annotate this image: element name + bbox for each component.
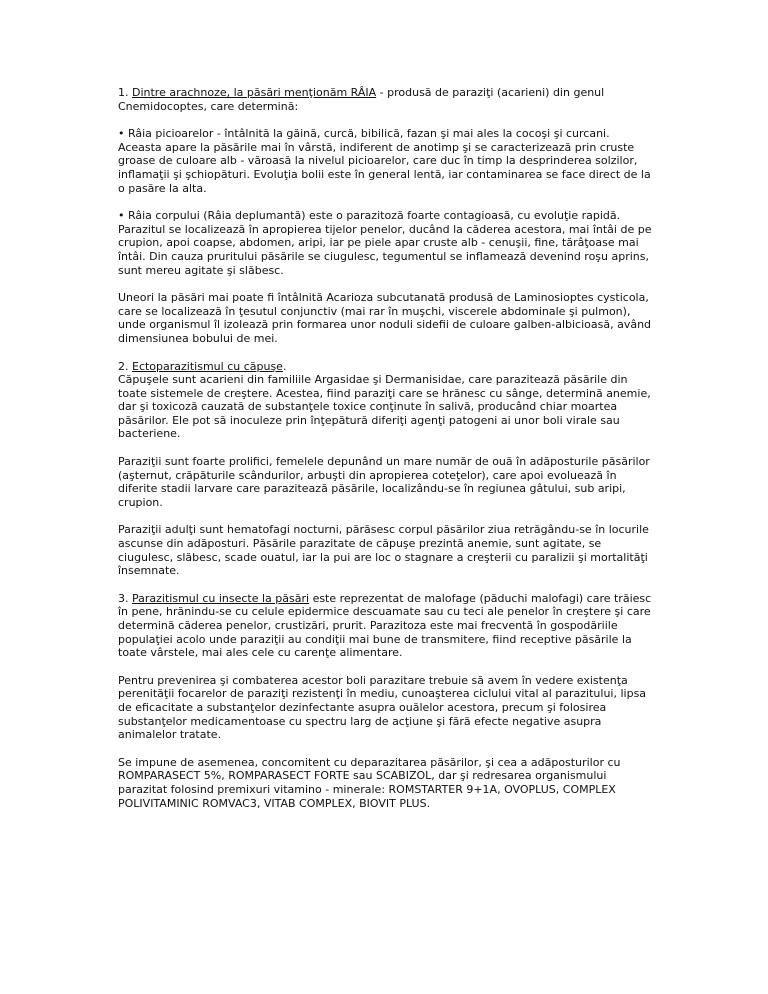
section-2-heading-dot: . [282,359,287,373]
paragraph-paraziti-adulti: Paraziţii adulţi sunt hematofagi nocturni, părăsesc corpul păsărilor ziua retrăgându-se în locurile ascunse din adăposturi. Păsările parazitate de căpuşe prezintă anemie, sunt agitate, se ciugulesc, slăbesc, scade ouatul, iar la pui are loc o stagnare a creşterii cu paralizii şi mortalităţi însemnate. [118,523,649,578]
paragraph-raia-picioarelor: • Râia picioarelor - întâlnită la găină, curcă, bibilică, fazan şi mai ales la cocoşi şi curcani. Aceasta apare la păsările mai în vârstă, indiferent de anotimp şi se caracterizează prin cruste groase de culoare alb - văroasă la nivelul picioarelor, care duc în timp la desprinderea solzilor, inflamaţii şi şchiopături. Evoluţia bolii este în general lentă, iar contaminarea se face direct de la o pasăre la alta. [118,127,651,195]
paragraph-section-3 [118,592,654,660]
section-number: 2. [118,359,129,373]
section-2-heading-link[interactable]: Ectoparazitismul cu căpuşe [132,359,283,373]
paragraph-acarioza-subcutanata: Uneori la păsări mai poate fi întâlnită Acarioza subcutanată produsă de Laminosioptes cysticola, care se localizează în ţesutul conjunctiv (mai rar în muşchi, viscerele abdominale şi pulmon), unde organismul îl izolează prin formarea unor noduli sidefii de culoare galben-albicioasă, având dimensiunea bobului de mei. [118,291,652,345]
section-1-heading-link[interactable]: Dintre arachnoze, la păsări menţionăm RÂIA [132,86,377,99]
section-1-intro-text: - produsă de paraziţi (acarieni) din genul Cnemidocoptes, care determină: [118,86,605,113]
paragraph-section-1-intro [118,86,654,113]
paragraph-prevenire: Pentru prevenirea şi combaterea acestor boli parazitare trebuie să avem în vedere existenţa perenităţii focarelor de paraziţi rezistenţi în mediu, cunoaşterea ciclului vital al parazitului, lipsa de eficacitate a substanţelor dezinfectante asupra ouălelor acestora, precum şi folosirea substanţelor medicamentoase cu spectru larg de acţiune şi fără efecte negative asupra animalelor tratate. [118,673,647,742]
paragraph-paraziti-prolifici: Paraziţii sunt foarte prolifici, femelele depunând un mare număr de ouă în adăposturile păsărilor (aşternut, crăpăturile scândurilor, arbuşti din apropierea coteţelor), care apoi evoluează în diferite stadii larvare care parazitează păsările, localizându-se în regiunea gâtului, sub aripi, crupion. [118,455,650,509]
paragraph-section-2-intro [118,360,654,442]
section-3-heading-link[interactable]: Parazitismul cu insecte la păsări [132,591,310,605]
section-3-text: este reprezentat de malofage (păduchi malofagi) care trăiesc în pene, hrănindu-se cu celule epidermice descuamate sau cu teci ale penelor în creştere şi care determină căderea penelor, crustizări, prurit. Parazitoza este mai frecventă în gospodăriile populaţiei acolo unde paraziţii au condiţii mai bune de transmitere, fiind receptive păsările la toate vârstele, mai ales cele cu carenţe alimentare. [118,591,652,660]
paragraph-raia-corpului: • Râia corpului (Râia deplumantă) este o parazitoză foarte contagioasă, cu evoluţie rapidă. Parazitul se localizează în apropierea tijelor penelor, ducând la căderea acestora, mai întâi de pe crupion, apoi coapse, abdomen, aripi, iar pe piele apar cruste alb - cenuşii, fine, tărâţoase mai întâi. Din cauza pruritului păsările se ciugulesc, tegumentul se inflamează devenind roşu aprins, sunt mereu agitate şi slăbesc. [118,209,652,277]
section-2-intro-text: Căpuşele sunt acarieni din familiile Argasidae şi Dermanisidae, care parazitează păsările din toate sistemele de creştere. Acestea, fiind paraziţi care se hrănesc cu sânge, determină anemie, dar şi toxicoză cauzată de substanţele toxice conţinute în salivă, producând chiar moartea păsărilor. Ele pot să inoculeze prin înţepătură diferiţi agenţi patogeni ai unor boli virale sau bacteriene. [118,373,651,441]
document-body [118,86,654,824]
section-number: 1. [118,86,129,99]
section-number: 3. [118,591,129,605]
paragraph-tratament: Se impune de asemenea, concomitent cu deparazitarea păsărilor, şi cea a adăposturilor cu ROMPARASECT 5%, ROMPARASECT FORTE sau SCABIZOL, dar şi redresarea organismului parazitat folosind premixuri vitamino - minerale: ROMSTARTER 9+1A, OVOPLUS, COMPLEX POLIVITAMINIC ROMVAC3, VITAB COMPLEX, BIOVIT PLUS. [118,755,621,810]
